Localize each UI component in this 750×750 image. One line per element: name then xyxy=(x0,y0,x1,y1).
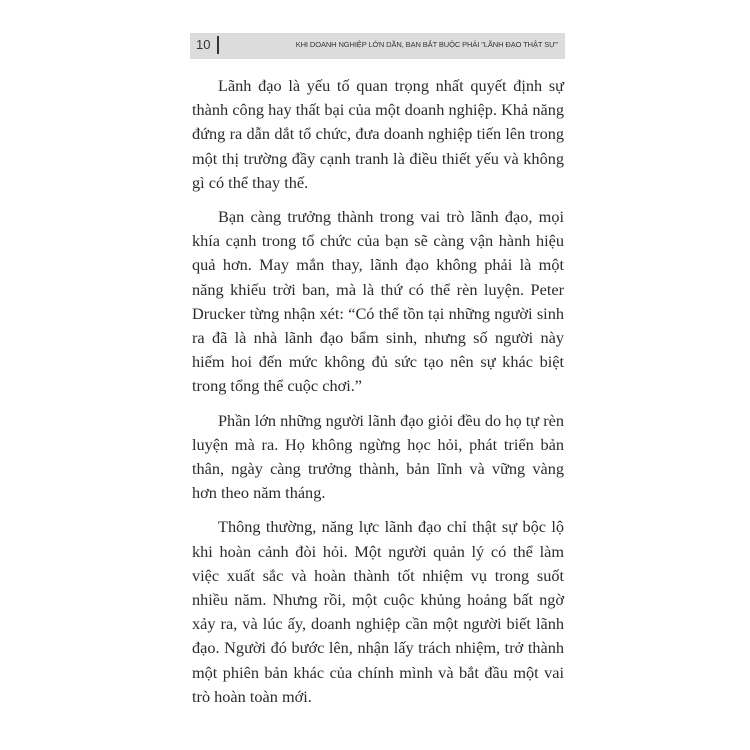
header-divider xyxy=(217,36,219,54)
running-title: KHI DOANH NGHIỆP LỚN DẦN, BẠN BẮT BUỘC PHẢI "LÃNH ĐẠO THẬT SỰ" xyxy=(295,40,558,49)
page-number: 10 xyxy=(196,37,211,52)
paragraph: Phần lớn những người lãnh đạo giỏi đều do họ tự rèn luyện mà ra. Họ không ngừng học hỏi, phát triển bản thân, ngày càng trưởng thành, bản lĩnh và vững vàng hơn theo năm tháng. xyxy=(192,410,564,503)
body-text xyxy=(192,74,564,719)
paragraph: Bạn càng trưởng thành trong vai trò lãnh đạo, mọi khía cạnh trong tổ chức của bạn sẽ càng vận hành hiệu quả hơn. May mắn thay, lãnh đạo không phải là một năng khiếu trời ban, mà là thứ có thể rèn luyện. Peter Drucker từng nhận xét: “Có thể tồn tại những người sinh ra đã là nhà lãnh đạo bẩm sinh, nhưng số người này hiếm hoi đến mức không đủ sức tạo nên sự khác biệt trong tổng thể cuộc chơi.” xyxy=(192,207,564,396)
paragraph: Lãnh đạo là yếu tố quan trọng nhất quyết định sự thành công hay thất bại của một doanh nghiệp. Khả năng đứng ra dẫn dắt tổ chức, đưa doanh nghiệp tiến lên trong một thị trường đầy cạnh tranh là điều thiết yếu và không gì có thể thay thế. xyxy=(192,76,564,192)
paragraph: Thông thường, năng lực lãnh đạo chỉ thật sự bộc lộ khi hoàn cảnh đòi hỏi. Một người quản lý có thể làm việc xuất sắc và hoàn thành tốt nhiệm vụ trong suốt nhiều năm. Nhưng rồi, một cuộc khủng hoảng bất ngờ xảy ra, và lúc ấy, doanh nghiệp cần một người biết lãnh đạo. Người đó bước lên, nhận lấy trách nhiệm, trở thành một phiên bản khác của chính mình và bắt đầu một vai trò hoàn toàn mới. xyxy=(192,517,564,706)
